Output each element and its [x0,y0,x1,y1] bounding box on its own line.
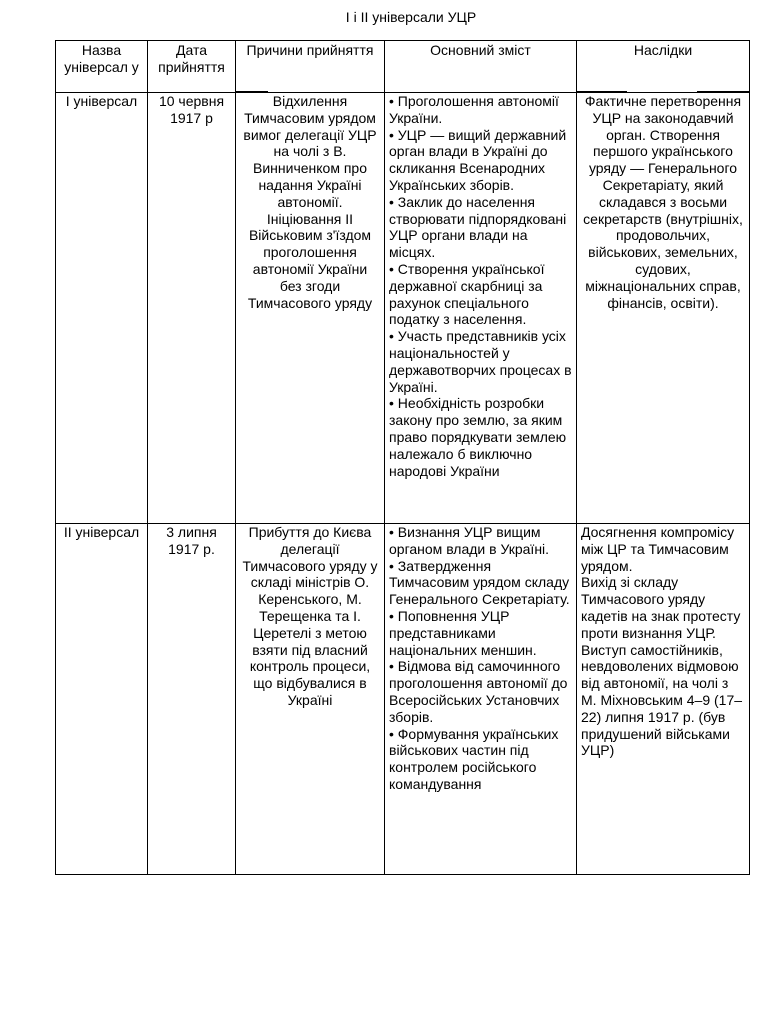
table-header-row [56,41,750,93]
cell-date [148,524,236,875]
header-causes [236,41,385,93]
content-item: • Відмова від самочинного проголошення автономії до Всеросійських Установчих зборів. [389,658,568,725]
table-row [56,524,750,875]
header-date [148,41,236,93]
cell-consequences [577,93,750,524]
content-item: • Затвердження Тимчасовим урядом складу Генерального Секретаріату. [389,557,570,608]
universals-table [55,40,750,875]
universal-name: ІІ універсал [63,524,140,540]
consequence-line: Виступ самостійників, невдоволених відмовою від автономії, на чолі з М. Міхновським 4–9 (17–22) липня 1917 р. (був придушений військами УЦР) [581,641,743,759]
underline-mark [577,91,627,92]
universal-name: І універсал [65,93,138,109]
header-consequences [577,41,750,93]
content-item: • Участь представників усіх національностей у державотворчих процесах в Україні. [389,328,572,395]
universal-date: 10 червня 1917 р [158,93,225,126]
cell-name [56,93,148,524]
content-item: • Проголошення автономії України. [389,93,559,126]
content-item: • Визнання УЦР вищим органом влади в Україні. [389,524,550,557]
consequence-line: Досягнення компромісу між ЦР та Тимчасовим урядом. [581,524,735,574]
header-content-label: Основний зміст [430,42,531,58]
content-item: • Формування українських військових частин під контролем російського командування [389,725,559,792]
header-consequences-label: Наслідки [633,42,693,58]
content-item: • Заклик до населення створювати підпорядковані УЦР органи влади на місцях. [389,193,567,261]
header-date-label: Дата прийняття [158,42,225,75]
cell-causes [236,93,385,524]
content-item: • УЦР — вищий державний орган влади в Україні до скликання Всенародних Українських зборів. [389,126,567,193]
cell-causes [236,524,385,875]
underline-mark [697,91,749,92]
universal-date: 3 липня 1917 р. [166,524,217,557]
content-item: • Необхідність розробки закону про землю, за яким право порядкувати землею належало б виключно народові України [389,395,567,479]
cell-content [385,524,577,875]
table-row [56,93,750,524]
universal-causes: Відхилення Тимчасовим урядом вимог делегації УЦР на чолі з В. Винниченком про надання Україні автономії. Ініціювання ІІ Військовим з'їздом проголошення автономії України без згоди Тимчасового уряду [243,93,377,311]
content-item: • Створення української державної скарбниці за рахунок спеціального податку з населення. [389,260,545,328]
universal-consequences: Фактичне перетворення УЦР на законодавчий орган. Створення першого українського уряду — Генерального Секретаріату, який складався з восьми секретарств (внутрішніх, продовольчих, військових, земельних, судових, міжнаціональних справ, фінансів, освіти). [583,93,743,311]
content-item: • Поповнення УЦР представниками національних меншин. [389,607,537,658]
consequence-line: Вихід зі складу Тимчасового уряду кадетів на знак протесту проти визнання УЦР. [581,574,741,641]
cell-date [148,93,236,524]
header-name [56,41,148,93]
universal-causes: Прибуття до Києва делегації Тимчасового уряду у складі міністрів О. Керенського, М. Терещенка та І. Церетелі з метою взяти під власний контроль процеси, що відбувалися в Україні [242,524,378,708]
cell-consequences [577,524,750,875]
page-title: І і ІІ універсали УЦР [345,9,477,25]
header-name-label: Назва універсал у [64,42,139,75]
underline-mark [236,91,268,92]
cell-name [56,524,148,875]
header-causes-label: Причини прийняття [246,42,374,58]
cell-content [385,93,577,524]
header-content [385,41,577,93]
